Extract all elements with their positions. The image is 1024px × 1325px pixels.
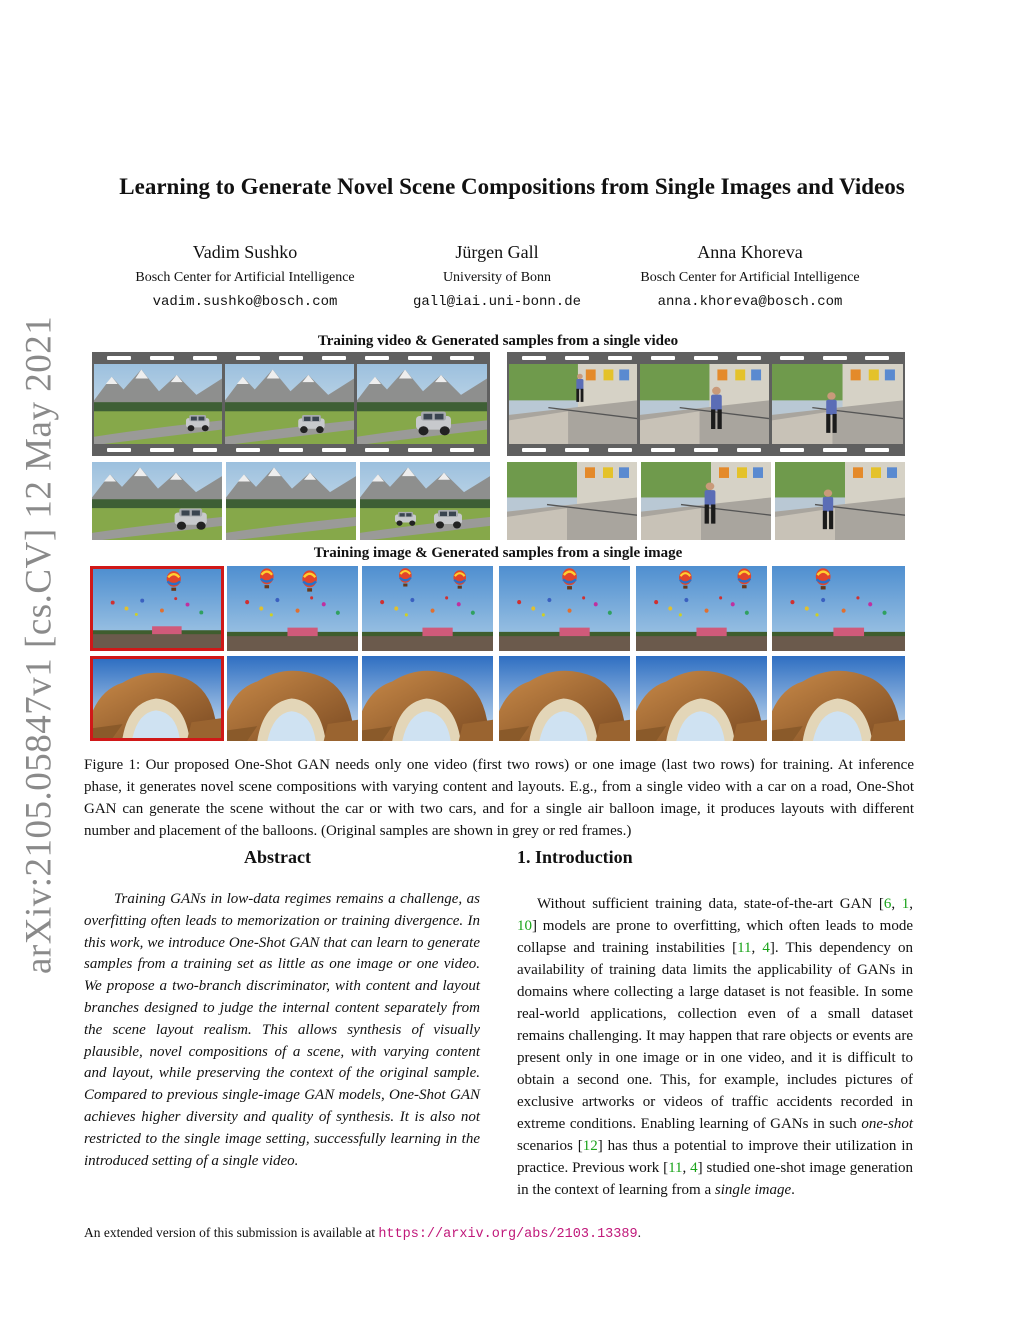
citation-link[interactable]: 11 [737,940,752,956]
training-image-arch [90,656,224,741]
generated-image-arch [362,656,493,741]
intro-text-span: , [682,1160,691,1176]
intro-text-span: . [791,1182,795,1198]
generated-video-frame [92,462,222,540]
generated-video-frame [775,462,905,540]
author-block-3 [600,241,900,311]
generated-image-arch [636,656,767,741]
citation-link[interactable]: 4 [690,1160,698,1176]
paper-title: Learning to Generate Novel Scene Compositions from Single Images and Videos [119,174,905,199]
author-name: Jürgen Gall [455,242,539,262]
generated-video-frame [360,462,490,540]
generated-image-balloon [636,566,767,651]
training-video-frame [509,364,637,444]
generated-image-balloon [772,566,905,651]
author-email[interactable]: anna.khoreva@bosch.com [657,294,843,310]
footnote-text: An extended version of this submission is available at [84,1225,379,1240]
training-video-frame [640,364,769,444]
figure-caption: Figure 1: Our proposed One-Shot GAN needs only one video (first two rows) or one image (last two rows) for training. At inference phase, it generates novel scene compositions with varying content and layouts. E.g., from a single video with a car on a road, One-Shot GAN can generate the scene without the car or with two cars, and for a single air balloon image, it produces layouts with different number and placement of the balloons. (Original samples are shown in grey or red frames.) [84,757,914,839]
introduction-text [517,893,913,1201]
intro-text-span: Without sufficient training data, state-of-the-art GAN [537,896,873,912]
generated-image-arch [227,656,358,741]
generated-video-frame [226,462,356,540]
footnote-url-link[interactable]: https://arxiv.org/abs/2103.13389 [378,1227,638,1242]
abstract-text: Training GANs in low-data regimes remains a challenge, as overfitting often leads to memorization or training divergence. In this work, we introduce One-Shot GAN that can learn to generate samples from a training set as little as one image or one video. We propose a two-branch discriminator, with content and layout branches designed to judge the internal content separately from the scene layout realism. This allows synthesis of visually plausible, novel compositions of a scene, with varying content and layout, while preserving the context of the original sample. Compared to previous single-image GAN models, One-Shot GAN achieves higher diversity and quality of synthesis. It is also not restricted to the single image setting, successfully learning in the introduced setting of a single video. [84,891,480,1169]
citation-link[interactable]: 11 [668,1160,683,1176]
introduction-heading: 1. Introduction [517,847,633,867]
intro-text-span: , [891,896,902,912]
intro-text-span: , [909,896,914,912]
citation-link[interactable]: 1 [901,896,910,912]
training-video-frame [94,364,222,444]
intro-text-span: [ [878,896,884,912]
author-email[interactable]: gall@iai.uni-bonn.de [412,294,582,310]
intro-text-span: scenarios [ [517,1138,583,1154]
author-name: Anna Khoreva [697,242,803,262]
intro-text-span: , [751,940,763,956]
footnote-end: . [637,1225,641,1240]
author-email[interactable]: vadim.sushko@bosch.com [152,294,338,310]
generated-video-frame [641,462,771,540]
author-affiliation: University of Bonn [442,270,552,285]
intro-text-span: ] studied one-shot image generation in the context of learning from a [517,1160,913,1198]
generated-image-balloon [362,566,493,651]
citation-link[interactable]: 10 [517,918,532,934]
intro-emphasis: single image [714,1182,792,1198]
training-image-balloon [90,566,224,651]
intro-text-span: ] has thus a potential to improve their utilization in practice. Previous work [ [517,1138,913,1176]
citation-link[interactable]: 6 [883,896,892,912]
intro-text-span: ] models are prone to overfitting, which often leads to mode collapse and training instabilities [ [517,918,913,956]
intro-text-span: ]. This dependency on availability of training data limits the applicability of GANs in domains where collecting a large dataset is not feasible. In some real-world applications, collection even of a small dataset remains challenging. It may happen that rare objects or events are present only in one image or in one video, and it is difficult to obtain a second one. This, for example, includes pictures of exclusive artworks or videos of traffic accidents recorded in extreme conditions. Enabling learning of GANs in such [517,940,913,1132]
generated-image-balloon [227,566,358,651]
footnote [84,1225,641,1242]
arxiv-identifier-stamp: arXiv:2105.05847v1 [cs.CV] 12 May 2021 [18,315,60,975]
author-affiliation: Bosch Center for Artificial Intelligence [640,270,860,285]
video-figure-heading: Training video & Generated samples from a single video [317,333,679,349]
author-affiliation: Bosch Center for Artificial Intelligence [135,270,355,285]
generated-image-arch [499,656,630,741]
training-video-frame [772,364,903,444]
generated-video-frame [507,462,637,540]
image-figure-heading: Training image & Generated samples from a single image [313,545,683,561]
generated-image-arch [772,656,905,741]
citation-link[interactable]: 4 [762,940,770,956]
training-video-frame [225,364,354,444]
intro-emphasis: one-shot [861,1116,913,1132]
citation-link[interactable]: 12 [582,1138,598,1154]
author-name: Vadim Sushko [192,242,298,262]
training-video-frame [357,364,487,444]
generated-image-balloon [499,566,630,651]
abstract-heading: Abstract [244,847,311,867]
